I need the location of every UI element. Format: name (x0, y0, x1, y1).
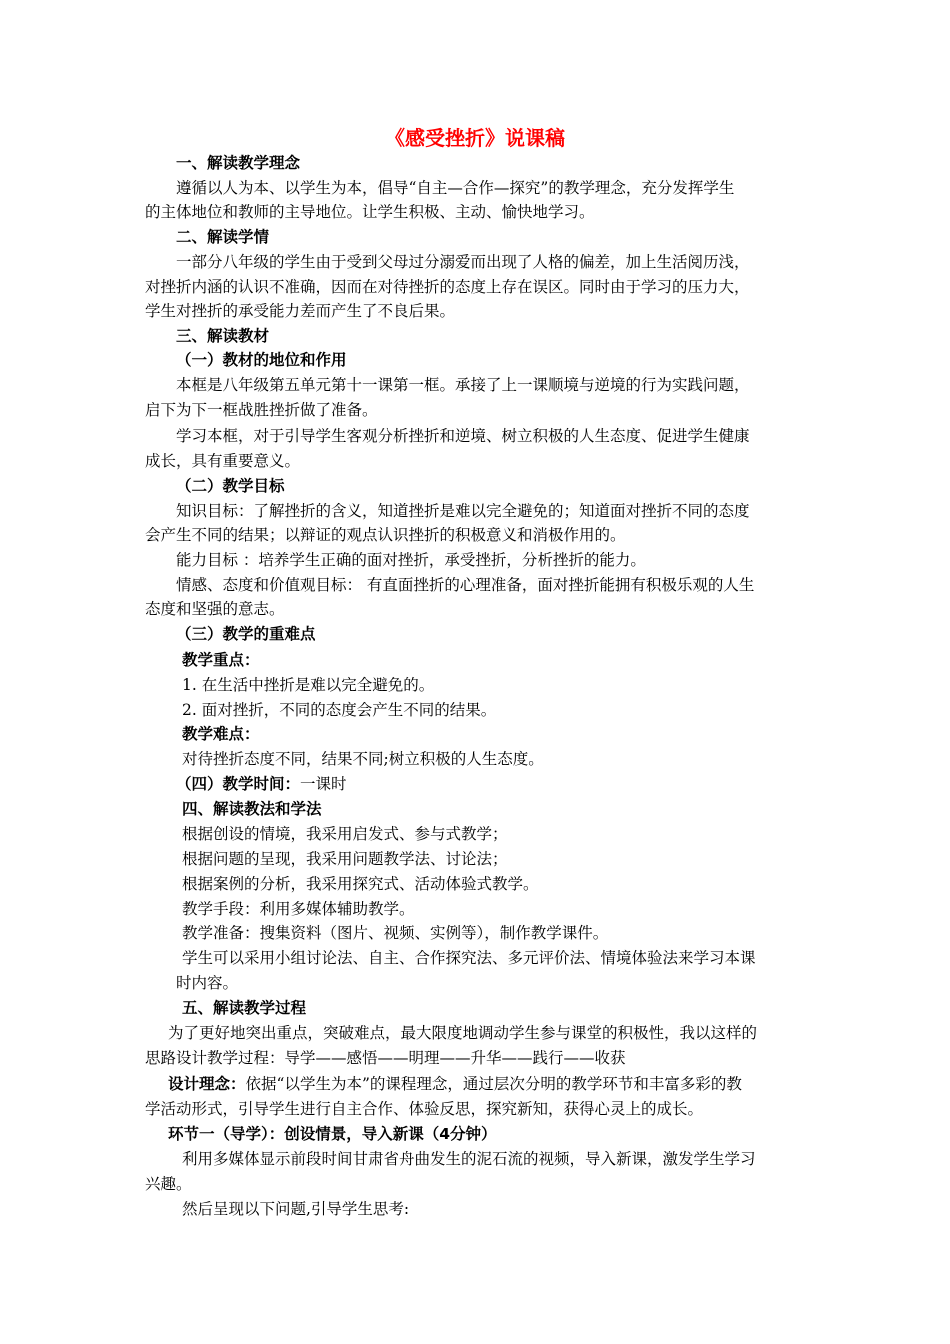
subsection-heading: （三）教学的重难点 (176, 625, 316, 643)
paragraph-line: 会产生不同的结果；以辩证的观点认识挫折的积极意义和消极作用的。 (145, 526, 626, 544)
document-title: 《感受挫折》说课稿 (385, 126, 565, 150)
teaching-time-label: （四）教学时间： (176, 775, 301, 793)
key-points-label: 教学重点： (182, 651, 260, 669)
teaching-time (176, 772, 347, 796)
paragraph-line: 成长，具有重要意义。 (145, 452, 301, 470)
paragraph-line: 利用多媒体显示前段时间甘肃省舟曲发生的泥石流的视频，导入新课，激发学生学习 (182, 1150, 756, 1168)
paragraph-line: 为了更好地突出重点，突破难点，最大限度地调动学生参与课堂的积极性，我以这样的 (168, 1024, 758, 1042)
paragraph-line: 根据创设的情境，我采用启发式、参与式教学； (182, 825, 508, 843)
paragraph-line: 遵循以人为本、以学生为本，倡导“自主—合作—探究”的教学理念，充分发挥学生 (176, 179, 735, 197)
subsection-heading: （二）教学目标 (176, 477, 285, 495)
paragraph-line: 教学手段：利用多媒体辅助教学。 (182, 900, 415, 918)
paragraph-line: 的主体地位和教师的主导地位。让学生积极、主动、愉快地学习。 (145, 203, 595, 221)
section-heading-3: 三、解读教材 (176, 327, 270, 345)
teaching-time-value: 一课时 (300, 775, 347, 793)
list-item: 对待挫折态度不同，结果不同;树立积极的人生态度。 (182, 750, 544, 768)
paragraph-line: 一部分八年级的学生由于受到父母过分溺爱而出现了人格的偏差，加上生活阅历浅， (176, 253, 750, 271)
section-heading-5: 五、解读教学过程 (182, 999, 307, 1017)
paragraph-line: 知识目标：了解挫折的含义，知道挫折是难以完全避免的；知道面对挫折不同的态度 (176, 502, 750, 520)
list-item: 1. 在生活中挫折是难以完全避免的。 (182, 676, 435, 694)
section-heading-1: 一、解读教学理念 (176, 154, 301, 172)
paragraph-line: 时内容。 (176, 974, 239, 992)
paragraph-line: 学生可以采用小组讨论法、自主、合作探究法、多元评价法、情境体验法来学习本课 (182, 949, 756, 967)
paragraph-line: 根据问题的呈现，我采用问题教学法、讨论法； (182, 850, 508, 868)
paragraph-line: 本框是八年级第五单元第十一课第一框。承接了上一课顺境与逆境的行为实践问题， (176, 376, 750, 394)
subsection-heading: （一）教材的地位和作用 (176, 351, 347, 369)
paragraph-line: 兴趣。 (145, 1175, 192, 1193)
design-concept-line (168, 1072, 742, 1096)
paragraph-line: 学活动形式，引导学生进行自主合作、体验反思，探究新知，获得心灵上的成长。 (145, 1100, 704, 1118)
paragraph-line: 对挫折内涵的认识不准确，因而在对待挫折的态度上存在误区。同时由于学习的压力大， (145, 278, 750, 296)
section-heading-4: 四、解读教法和学法 (182, 800, 322, 818)
difficult-points-label: 教学难点： (182, 725, 260, 743)
step-heading: 环节一（导学）：创设情景，导入新课（4分钟） (168, 1125, 497, 1143)
design-concept-label: 设计理念： (168, 1075, 246, 1093)
paragraph-line: 思路设计教学过程：导学——感悟——明理——升华——践行——收获 (145, 1049, 626, 1067)
paragraph-line: 能力目标 ：培养学生正确的面对挫折，承受挫折，分析挫折的能力。 (176, 551, 646, 569)
list-item: 2. 面对挫折，不同的态度会产生不同的结果。 (182, 701, 497, 719)
paragraph-line: 态度和坚强的意志。 (145, 600, 285, 618)
paragraph-line: 学习本框，对于引导学生客观分析挫折和逆境、树立积极的人生态度、促进学生健康 (176, 427, 750, 445)
paragraph-line: 根据案例的分析，我采用探究式、活动体验式教学。 (182, 875, 539, 893)
design-concept-text: 依据“以学生为本”的课程理念，通过层次分明的教学环节和丰富多彩的教 (245, 1075, 742, 1093)
section-heading-2: 二、解读学情 (176, 228, 270, 246)
paragraph-line: 情感、态度和价值观目标： 有直面挫折的心理准备，面对挫折能拥有积极乐观的人生 (176, 576, 755, 594)
paragraph-line: 学生对挫折的承受能力差而产生了不良后果。 (145, 302, 456, 320)
paragraph-line: 然后呈现以下问题,引导学生思考: (182, 1200, 410, 1218)
paragraph-line: 教学准备：搜集资料（图片、视频、实例等），制作教学课件。 (182, 924, 609, 942)
paragraph-line: 启下为下一框战胜挫折做了准备。 (145, 401, 378, 419)
